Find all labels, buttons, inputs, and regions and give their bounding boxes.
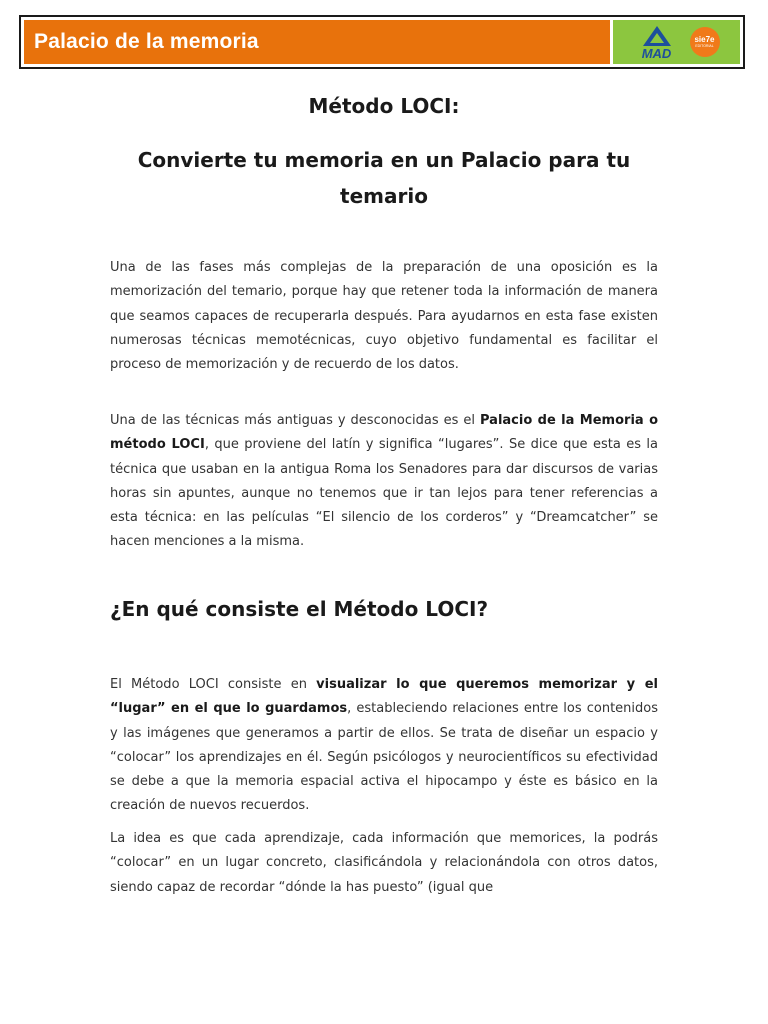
paragraph-loci-definition <box>110 673 658 819</box>
mad-triangle-icon <box>642 25 672 47</box>
mad-logo-text: MAD <box>641 45 672 61</box>
section-heading: ¿En qué consiste el Método LOCI? <box>110 597 489 621</box>
document-header <box>19 15 745 69</box>
paragraph-bold-text: visualizar lo que queremos memorizar y el “lugar” en el que lo guardamos <box>110 677 658 717</box>
mad-logo <box>634 25 680 60</box>
paragraph-loci-idea: La idea es que cada aprendizaje, cada información que memorices, la podrás “colocar” en un lugar concreto, clasificándola y relacionándola con otros datos, siendo capaz de recordar “dónde la has puesto” (igual que <box>110 831 658 895</box>
header-title-bar <box>24 20 610 64</box>
paragraph-text: Una de las técnicas más antiguas y desconocidas es el <box>110 413 480 428</box>
paragraph-bold-text: Palacio de la Memoria o método LOCI <box>110 413 658 453</box>
document-subtitle: Convierte tu memoria en un Palacio para tu temario <box>137 148 631 208</box>
document-title: Método LOCI: <box>308 94 460 118</box>
header-title: Palacio de la memoria <box>34 30 259 53</box>
siete-logo-text: sie7e <box>694 35 715 44</box>
header-inner <box>24 20 740 64</box>
siete-logo-subtext: EDITORIAL <box>695 44 714 48</box>
paragraph-loci-origin <box>110 409 658 555</box>
paragraph-text: , estableciendo relaciones entre los contenidos y las imágenes que generamos a partir de ellos. Se trata de diseñar un espacio y “colocar” los aprendizajes en él. Según psicólogos y neurocientíficos su efectividad se debe a que la memoria espacial activa el hipocampo y éste es básico en la creación de nuevos recuerdos. <box>110 701 659 814</box>
paragraph-text: , que proviene del latín y significa “lugares”. Se dice que esta es la técnica que usaban en la antigua Roma los Senadores para dar discursos de varias horas sin apuntes, aunque no tenemos que ir tan lejos para tener referencias a esta técnica: en las películas “El silencio de los corderos” y “Dreamcatcher” se hacen menciones a la misma. <box>110 437 658 550</box>
paragraph-text: El Método LOCI consiste en <box>110 677 317 692</box>
paragraph-intro: Una de las fases más complejas de la preparación de una oposición es la memorización del temario, porque hay que retener toda la información de manera que seamos capaces de recuperarla después. Para ayudarnos en esta fase existen numerosas técnicas memotécnicas, cuyo objetivo fundamental es facilitar el proceso de memorización y de recuerdo de los datos. <box>110 260 658 373</box>
header-logo-area <box>613 20 740 64</box>
siete-logo <box>690 27 720 57</box>
